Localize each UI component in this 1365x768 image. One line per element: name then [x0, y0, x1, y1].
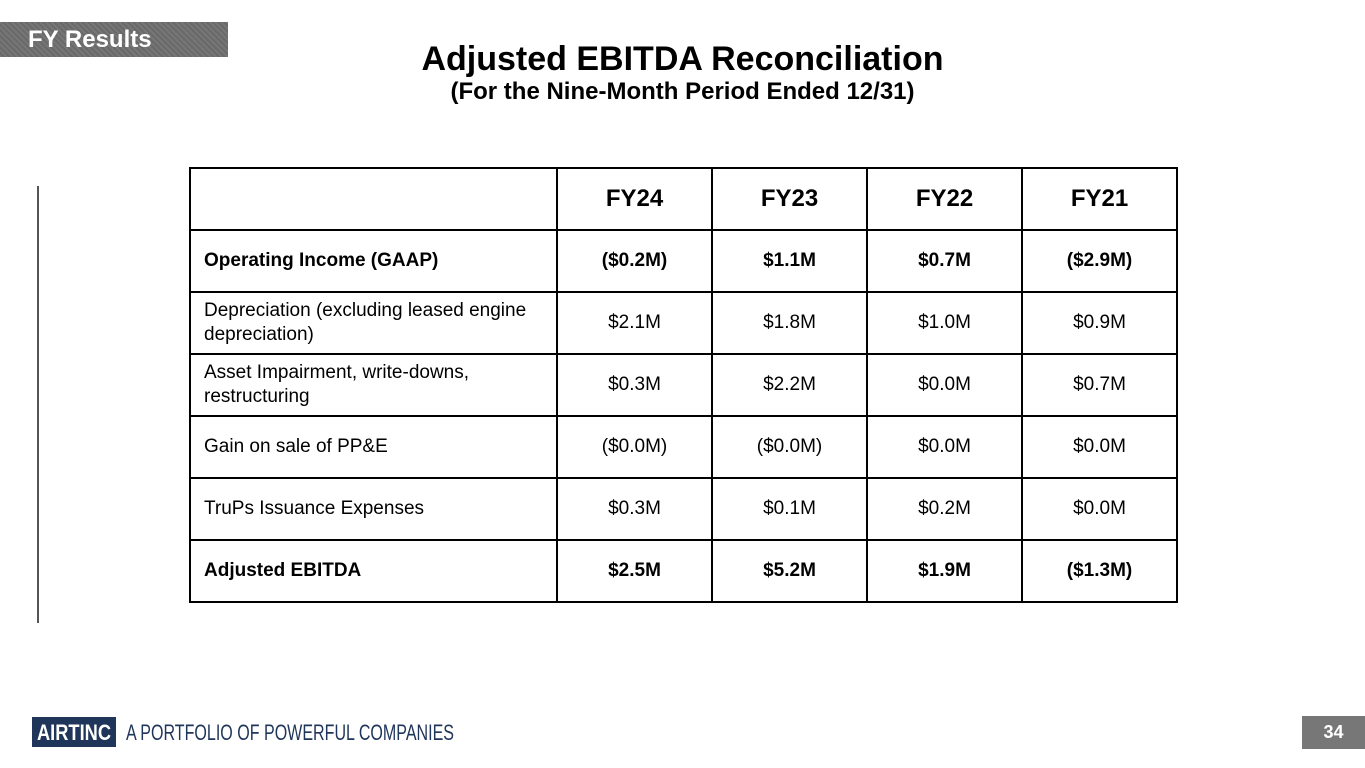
table-row — [190, 230, 1177, 292]
row-label: Asset Impairment, write-downs, restructuring — [190, 354, 557, 416]
svg-text:AIRTINC: AIRTINC — [37, 720, 112, 745]
page-subtitle: (For the Nine-Month Period Ended 12/31) — [450, 78, 915, 105]
row-label: Adjusted EBITDA — [190, 540, 557, 602]
section-tag-label: FY Results — [28, 26, 152, 53]
table-row — [190, 540, 1177, 602]
cell-value: $5.2M — [712, 540, 867, 602]
cell-value: ($0.0M) — [712, 416, 867, 478]
cell-value: $0.7M — [1022, 354, 1177, 416]
cell-value: ($1.3M) — [1022, 540, 1177, 602]
cell-value: $0.7M — [867, 230, 1022, 292]
cell-value: $1.0M — [867, 292, 1022, 354]
table-header-fy21: FY21 — [1022, 168, 1177, 230]
table-header-row — [190, 168, 1177, 230]
table-row — [190, 416, 1177, 478]
table-row — [190, 354, 1177, 416]
table-row — [190, 478, 1177, 540]
row-label: Operating Income (GAAP) — [190, 230, 557, 292]
cell-value: ($0.0M) — [557, 416, 712, 478]
table-header-fy22: FY22 — [867, 168, 1022, 230]
divider-line — [37, 186, 39, 623]
row-label: TruPs Issuance Expenses — [190, 478, 557, 540]
cell-value: $2.5M — [557, 540, 712, 602]
cell-value: $2.2M — [712, 354, 867, 416]
reconciliation-table — [189, 167, 1178, 603]
cell-value: $0.0M — [1022, 478, 1177, 540]
row-label: Depreciation (excluding leased engine depreciation) — [190, 292, 557, 354]
cell-value: $0.9M — [1022, 292, 1177, 354]
cell-value: $0.3M — [557, 478, 712, 540]
cell-value: $0.1M — [712, 478, 867, 540]
table-header-fy24: FY24 — [557, 168, 712, 230]
cell-value: $0.0M — [867, 354, 1022, 416]
table-header-blank — [190, 168, 557, 230]
cell-value: $0.3M — [557, 354, 712, 416]
cell-value: $2.1M — [557, 292, 712, 354]
svg-text:A PORTFOLIO OF POWERFUL COMPAN: A PORTFOLIO OF POWERFUL COMPANIES — [126, 720, 454, 745]
cell-value: ($0.2M) — [557, 230, 712, 292]
cell-value: $1.1M — [712, 230, 867, 292]
row-label: Gain on sale of PP&E — [190, 416, 557, 478]
cell-value: $0.0M — [867, 416, 1022, 478]
table-header-fy23: FY23 — [712, 168, 867, 230]
cell-value: $1.8M — [712, 292, 867, 354]
cell-value: ($2.9M) — [1022, 230, 1177, 292]
company-logo — [32, 717, 462, 747]
cell-value: $0.0M — [1022, 416, 1177, 478]
page-number: 34 — [1302, 716, 1365, 749]
table-row — [190, 292, 1177, 354]
cell-value: $1.9M — [867, 540, 1022, 602]
cell-value: $0.2M — [867, 478, 1022, 540]
page-title: Adjusted EBITDA Reconciliation — [421, 40, 944, 78]
